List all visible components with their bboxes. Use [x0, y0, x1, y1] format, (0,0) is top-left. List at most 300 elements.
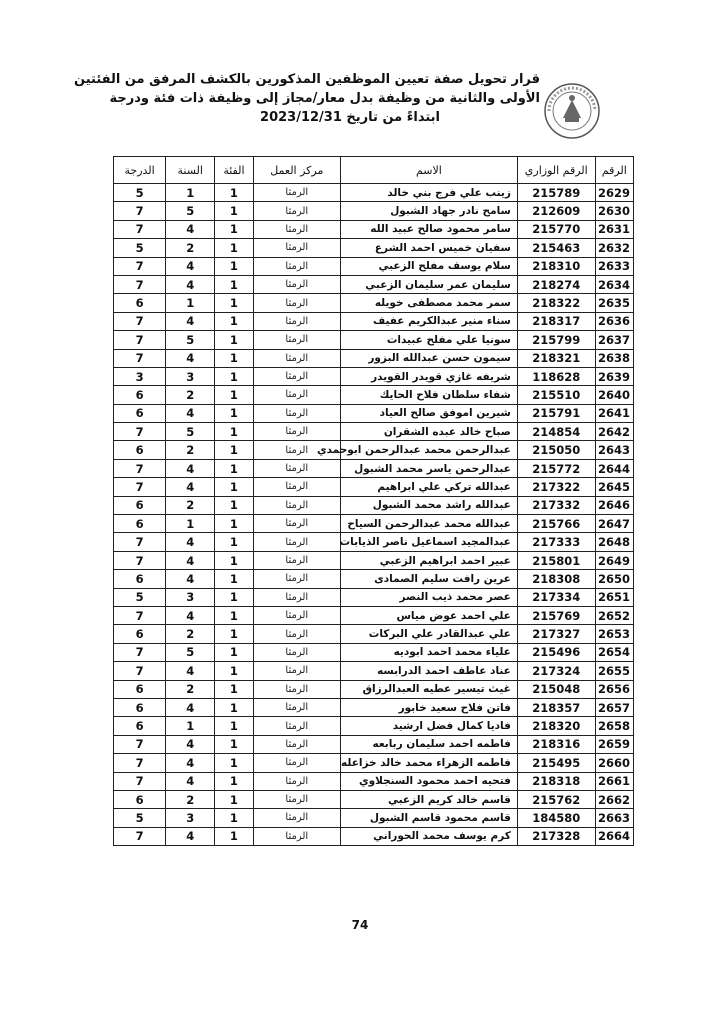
cell-grade: 5 [114, 239, 166, 257]
cell-category: 1 [215, 588, 253, 606]
cell-year: 3 [166, 367, 215, 385]
cell-ministry-number: 218308 [517, 570, 595, 588]
cell-name: سونيا علي مفلح عبيدات [340, 331, 517, 349]
cell-ministry-number: 218357 [517, 698, 595, 716]
cell-ministry-number: 215766 [517, 515, 595, 533]
cell-category: 1 [215, 772, 253, 790]
cell-ministry-number: 217334 [517, 588, 595, 606]
cell-work-center: الرمثا [253, 551, 340, 569]
cell-grade: 6 [114, 680, 166, 698]
cell-year: 2 [166, 441, 215, 459]
cell-year: 2 [166, 625, 215, 643]
cell-category: 1 [215, 827, 253, 845]
cell-ministry-number: 218322 [517, 294, 595, 312]
cell-year: 4 [166, 312, 215, 330]
cell-serial: 2658 [595, 717, 633, 735]
cell-name: سلام يوسف مفلح الزعبي [340, 257, 517, 275]
cell-grade: 7 [114, 275, 166, 293]
cell-year: 4 [166, 551, 215, 569]
cell-work-center: الرمثا [253, 754, 340, 772]
cell-work-center: الرمثا [253, 441, 340, 459]
cell-category: 1 [215, 404, 253, 422]
table-body [114, 184, 634, 846]
cell-work-center: الرمثا [253, 496, 340, 514]
cell-name: عبدالله محمد عبدالرحمن السياح [340, 515, 517, 533]
cell-year: 1 [166, 515, 215, 533]
table-row [114, 386, 634, 404]
cell-name: غيث تيسير عطيه العبدالرزاق [340, 680, 517, 698]
cell-work-center: الرمثا [253, 717, 340, 735]
cell-serial: 2661 [595, 772, 633, 790]
cell-work-center: الرمثا [253, 404, 340, 422]
header-work-center: مركز العمل [253, 157, 340, 184]
cell-year: 5 [166, 331, 215, 349]
cell-work-center: الرمثا [253, 515, 340, 533]
cell-serial: 2662 [595, 790, 633, 808]
cell-work-center: الرمثا [253, 239, 340, 257]
cell-category: 1 [215, 496, 253, 514]
cell-category: 1 [215, 790, 253, 808]
cell-name: سليمان عمر سليمان الزعبي [340, 275, 517, 293]
table-row [114, 570, 634, 588]
cell-grade: 7 [114, 423, 166, 441]
table-row [114, 459, 634, 477]
cell-category: 1 [215, 239, 253, 257]
cell-serial: 2649 [595, 551, 633, 569]
cell-name: كرم يوسف محمد الحوراني [340, 827, 517, 845]
cell-grade: 7 [114, 312, 166, 330]
table-row [114, 533, 634, 551]
table-row [114, 606, 634, 624]
cell-serial: 2652 [595, 606, 633, 624]
cell-grade: 6 [114, 441, 166, 459]
cell-year: 4 [166, 606, 215, 624]
cell-work-center: الرمثا [253, 643, 340, 661]
cell-name: شريفه غازي قويدر القويدر [340, 367, 517, 385]
cell-ministry-number: 215048 [517, 680, 595, 698]
cell-serial: 2654 [595, 643, 633, 661]
cell-name: سيمون حسن عبدالله البزور [340, 349, 517, 367]
cell-work-center: الرمثا [253, 533, 340, 551]
cell-year: 3 [166, 809, 215, 827]
cell-name: عبدالرحمن ياسر محمد الشبول [340, 459, 517, 477]
cell-category: 1 [215, 754, 253, 772]
header-name: الاسم [340, 157, 517, 184]
table-row [114, 294, 634, 312]
table-row [114, 698, 634, 716]
cell-serial: 2655 [595, 662, 633, 680]
cell-serial: 2630 [595, 202, 633, 220]
cell-category: 1 [215, 515, 253, 533]
cell-name: فاديا كمال فضل ارشيد [340, 717, 517, 735]
cell-ministry-number: 212609 [517, 202, 595, 220]
table-row [114, 588, 634, 606]
cell-work-center: الرمثا [253, 386, 340, 404]
cell-category: 1 [215, 257, 253, 275]
table-row [114, 625, 634, 643]
cell-name: علي عبدالقادر علي البركات [340, 625, 517, 643]
cell-name: عبدالله تركي علي ابراهيم [340, 478, 517, 496]
cell-serial: 2631 [595, 220, 633, 238]
cell-year: 2 [166, 239, 215, 257]
cell-grade: 7 [114, 478, 166, 496]
table-header-row [114, 157, 634, 184]
cell-work-center: الرمثا [253, 662, 340, 680]
table-row [114, 423, 634, 441]
cell-name: سمر محمد مصطفى خويله [340, 294, 517, 312]
cell-serial: 2641 [595, 404, 633, 422]
cell-grade: 6 [114, 515, 166, 533]
cell-serial: 2633 [595, 257, 633, 275]
table-row [114, 643, 634, 661]
cell-ministry-number: 215050 [517, 441, 595, 459]
cell-work-center: الرمثا [253, 570, 340, 588]
cell-name: سناء منير عبدالكريم عفيف [340, 312, 517, 330]
cell-ministry-number: 215801 [517, 551, 595, 569]
cell-serial: 2636 [595, 312, 633, 330]
cell-grade: 7 [114, 772, 166, 790]
table-row [114, 441, 634, 459]
cell-work-center: الرمثا [253, 809, 340, 827]
cell-serial: 2640 [595, 386, 633, 404]
cell-ministry-number: 215772 [517, 459, 595, 477]
table-row [114, 717, 634, 735]
cell-serial: 2648 [595, 533, 633, 551]
cell-grade: 7 [114, 735, 166, 753]
cell-grade: 7 [114, 662, 166, 680]
cell-name: عبدالمجيد اسماعيل ناصر الذيابات [340, 533, 517, 551]
cell-grade: 5 [114, 184, 166, 202]
cell-ministry-number: 217332 [517, 496, 595, 514]
cell-grade: 3 [114, 367, 166, 385]
cell-category: 1 [215, 220, 253, 238]
cell-name: عناد عاطف احمد الدرابسه [340, 662, 517, 680]
cell-category: 1 [215, 717, 253, 735]
cell-year: 5 [166, 202, 215, 220]
cell-category: 1 [215, 459, 253, 477]
cell-year: 4 [166, 478, 215, 496]
cell-work-center: الرمثا [253, 275, 340, 293]
cell-serial: 2644 [595, 459, 633, 477]
cell-name: علياء محمد احمد ابوديه [340, 643, 517, 661]
cell-year: 4 [166, 459, 215, 477]
cell-ministry-number: 217333 [517, 533, 595, 551]
cell-serial: 2651 [595, 588, 633, 606]
table-row [114, 275, 634, 293]
cell-work-center: الرمثا [253, 459, 340, 477]
cell-work-center: الرمثا [253, 478, 340, 496]
table-row [114, 239, 634, 257]
cell-ministry-number: 217324 [517, 662, 595, 680]
cell-work-center: الرمثا [253, 202, 340, 220]
cell-name: سفيان خميس احمد الشرع [340, 239, 517, 257]
cell-year: 4 [166, 349, 215, 367]
cell-work-center: الرمثا [253, 606, 340, 624]
cell-name: قاسم خالد كريم الزعبي [340, 790, 517, 808]
cell-category: 1 [215, 202, 253, 220]
cell-ministry-number: 215510 [517, 386, 595, 404]
header-year: السنة [166, 157, 215, 184]
cell-ministry-number: 215463 [517, 239, 595, 257]
table-row [114, 515, 634, 533]
table-row [114, 680, 634, 698]
cell-ministry-number: 184580 [517, 809, 595, 827]
cell-ministry-number: 218317 [517, 312, 595, 330]
cell-work-center: الرمثا [253, 257, 340, 275]
cell-name: عصر محمد ذيب النصر [340, 588, 517, 606]
cell-work-center: الرمثا [253, 772, 340, 790]
cell-work-center: الرمثا [253, 735, 340, 753]
cell-category: 1 [215, 809, 253, 827]
title-line-2: الأولى والثانية من وظيفة بدل معار/مجاز إلى وظيفة ذات فئة ودرجة [109, 91, 540, 106]
cell-year: 4 [166, 220, 215, 238]
cell-ministry-number: 215791 [517, 404, 595, 422]
cell-ministry-number: 118628 [517, 367, 595, 385]
cell-name: شفاء سلطان فلاح الحايك [340, 386, 517, 404]
cell-work-center: الرمثا [253, 184, 340, 202]
cell-serial: 2642 [595, 423, 633, 441]
cell-year: 2 [166, 680, 215, 698]
header-serial: الرقم [595, 157, 633, 184]
cell-work-center: الرمثا [253, 423, 340, 441]
cell-grade: 7 [114, 331, 166, 349]
cell-grade: 6 [114, 570, 166, 588]
cell-grade: 6 [114, 294, 166, 312]
cell-ministry-number: 217327 [517, 625, 595, 643]
cell-ministry-number: 218321 [517, 349, 595, 367]
cell-ministry-number: 217328 [517, 827, 595, 845]
cell-ministry-number: 218274 [517, 275, 595, 293]
cell-serial: 2639 [595, 367, 633, 385]
cell-ministry-number: 218310 [517, 257, 595, 275]
table-row [114, 496, 634, 514]
cell-ministry-number: 215762 [517, 790, 595, 808]
cell-serial: 2664 [595, 827, 633, 845]
cell-category: 1 [215, 662, 253, 680]
cell-grade: 7 [114, 827, 166, 845]
cell-year: 3 [166, 588, 215, 606]
cell-year: 4 [166, 570, 215, 588]
cell-category: 1 [215, 349, 253, 367]
cell-year: 5 [166, 643, 215, 661]
cell-category: 1 [215, 570, 253, 588]
cell-serial: 2638 [595, 349, 633, 367]
employees-table [113, 156, 634, 846]
table-row [114, 220, 634, 238]
document-title [74, 70, 540, 127]
cell-name: زينب علي فرج بني خالد [340, 184, 517, 202]
table-row [114, 349, 634, 367]
cell-category: 1 [215, 625, 253, 643]
cell-category: 1 [215, 551, 253, 569]
cell-year: 4 [166, 275, 215, 293]
cell-category: 1 [215, 478, 253, 496]
cell-serial: 2637 [595, 331, 633, 349]
cell-ministry-number: 218318 [517, 772, 595, 790]
cell-serial: 2657 [595, 698, 633, 716]
cell-category: 1 [215, 184, 253, 202]
cell-name: فاطمه احمد سليمان ربابعه [340, 735, 517, 753]
cell-ministry-number: 215495 [517, 754, 595, 772]
cell-name: فاتن فلاح سعيد خابور [340, 698, 517, 716]
title-line-1: قرار تحويل صفة تعيين الموظفين المذكورين بالكشف المرفق من الفئتين [74, 72, 540, 87]
ministry-seal-icon [543, 82, 601, 140]
table-row [114, 735, 634, 753]
cell-category: 1 [215, 643, 253, 661]
cell-name: سامح نادر جهاد الشبول [340, 202, 517, 220]
table-row [114, 809, 634, 827]
cell-year: 1 [166, 294, 215, 312]
cell-year: 4 [166, 404, 215, 422]
cell-name: عبدالله راشد محمد الشبول [340, 496, 517, 514]
cell-grade: 7 [114, 606, 166, 624]
table-row [114, 202, 634, 220]
cell-grade: 6 [114, 625, 166, 643]
cell-year: 4 [166, 533, 215, 551]
cell-name: فاطمه الزهراء محمد خالد خزاعله [340, 754, 517, 772]
cell-work-center: الرمثا [253, 367, 340, 385]
cell-name: علي احمد عوض مياس [340, 606, 517, 624]
cell-serial: 2663 [595, 809, 633, 827]
cell-grade: 7 [114, 257, 166, 275]
cell-grade: 5 [114, 588, 166, 606]
title-line-3: ابتداءً من تاريخ 2023/12/31 [260, 110, 440, 125]
cell-work-center: الرمثا [253, 698, 340, 716]
cell-work-center: الرمثا [253, 294, 340, 312]
cell-category: 1 [215, 294, 253, 312]
cell-category: 1 [215, 423, 253, 441]
table-row [114, 772, 634, 790]
cell-grade: 5 [114, 809, 166, 827]
cell-grade: 7 [114, 220, 166, 238]
cell-grade: 6 [114, 496, 166, 514]
cell-ministry-number: 214854 [517, 423, 595, 441]
cell-work-center: الرمثا [253, 588, 340, 606]
cell-serial: 2660 [595, 754, 633, 772]
cell-work-center: الرمثا [253, 827, 340, 845]
header-ministry-number: الرقم الوزاري [517, 157, 595, 184]
cell-serial: 2659 [595, 735, 633, 753]
cell-serial: 2632 [595, 239, 633, 257]
cell-grade: 6 [114, 790, 166, 808]
table-row [114, 331, 634, 349]
table-row [114, 257, 634, 275]
cell-grade: 6 [114, 386, 166, 404]
cell-category: 1 [215, 606, 253, 624]
cell-serial: 2646 [595, 496, 633, 514]
cell-grade: 7 [114, 459, 166, 477]
cell-name: عرين رافت سليم الصمادى [340, 570, 517, 588]
cell-serial: 2634 [595, 275, 633, 293]
header-category: الفئة [215, 157, 253, 184]
cell-year: 5 [166, 423, 215, 441]
cell-grade: 6 [114, 404, 166, 422]
cell-work-center: الرمثا [253, 331, 340, 349]
cell-work-center: الرمثا [253, 625, 340, 643]
cell-ministry-number: 215769 [517, 606, 595, 624]
table-row [114, 312, 634, 330]
cell-work-center: الرمثا [253, 220, 340, 238]
cell-ministry-number: 215799 [517, 331, 595, 349]
cell-year: 2 [166, 790, 215, 808]
cell-name: شيرين اموفق صالح العياد [340, 404, 517, 422]
cell-grade: 7 [114, 551, 166, 569]
cell-name: عبير احمد ابراهيم الزعبي [340, 551, 517, 569]
cell-grade: 7 [114, 533, 166, 551]
cell-grade: 7 [114, 754, 166, 772]
cell-ministry-number: 218320 [517, 717, 595, 735]
cell-category: 1 [215, 680, 253, 698]
cell-ministry-number: 215496 [517, 643, 595, 661]
cell-grade: 7 [114, 643, 166, 661]
cell-serial: 2643 [595, 441, 633, 459]
cell-work-center: الرمثا [253, 680, 340, 698]
cell-category: 1 [215, 275, 253, 293]
table-row [114, 478, 634, 496]
cell-name: صباح خالد عبده الشقران [340, 423, 517, 441]
cell-work-center: الرمثا [253, 790, 340, 808]
cell-category: 1 [215, 735, 253, 753]
cell-serial: 2635 [595, 294, 633, 312]
cell-grade: 6 [114, 698, 166, 716]
cell-year: 4 [166, 772, 215, 790]
cell-category: 1 [215, 367, 253, 385]
cell-grade: 7 [114, 202, 166, 220]
cell-year: 2 [166, 386, 215, 404]
cell-name: فتحيه احمد محمود السنجلاوي [340, 772, 517, 790]
cell-year: 2 [166, 496, 215, 514]
cell-year: 4 [166, 827, 215, 845]
table-row [114, 827, 634, 845]
cell-grade: 6 [114, 717, 166, 735]
table-row [114, 367, 634, 385]
table-row [114, 551, 634, 569]
cell-year: 4 [166, 754, 215, 772]
cell-ministry-number: 217322 [517, 478, 595, 496]
cell-serial: 2656 [595, 680, 633, 698]
table-row [114, 790, 634, 808]
cell-name: سامر محمود صالح عبيد الله [340, 220, 517, 238]
cell-category: 1 [215, 441, 253, 459]
cell-serial: 2647 [595, 515, 633, 533]
cell-year: 4 [166, 698, 215, 716]
table-row [114, 662, 634, 680]
cell-category: 1 [215, 533, 253, 551]
cell-grade: 7 [114, 349, 166, 367]
table-row [114, 404, 634, 422]
cell-year: 1 [166, 184, 215, 202]
page-number: 74 [351, 918, 369, 932]
cell-work-center: الرمثا [253, 349, 340, 367]
cell-name: عبدالرحمن محمد عبدالرحمن ابوحمدي [340, 441, 517, 459]
table-row [114, 184, 634, 202]
cell-serial: 2653 [595, 625, 633, 643]
cell-serial: 2629 [595, 184, 633, 202]
cell-year: 4 [166, 662, 215, 680]
cell-category: 1 [215, 386, 253, 404]
cell-category: 1 [215, 698, 253, 716]
cell-work-center: الرمثا [253, 312, 340, 330]
cell-name: قاسم محمود قاسم الشبول [340, 809, 517, 827]
table-row [114, 754, 634, 772]
cell-year: 4 [166, 257, 215, 275]
cell-serial: 2650 [595, 570, 633, 588]
cell-ministry-number: 215789 [517, 184, 595, 202]
cell-category: 1 [215, 331, 253, 349]
cell-year: 4 [166, 735, 215, 753]
header-grade: الدرجة [114, 157, 166, 184]
cell-ministry-number: 215770 [517, 220, 595, 238]
